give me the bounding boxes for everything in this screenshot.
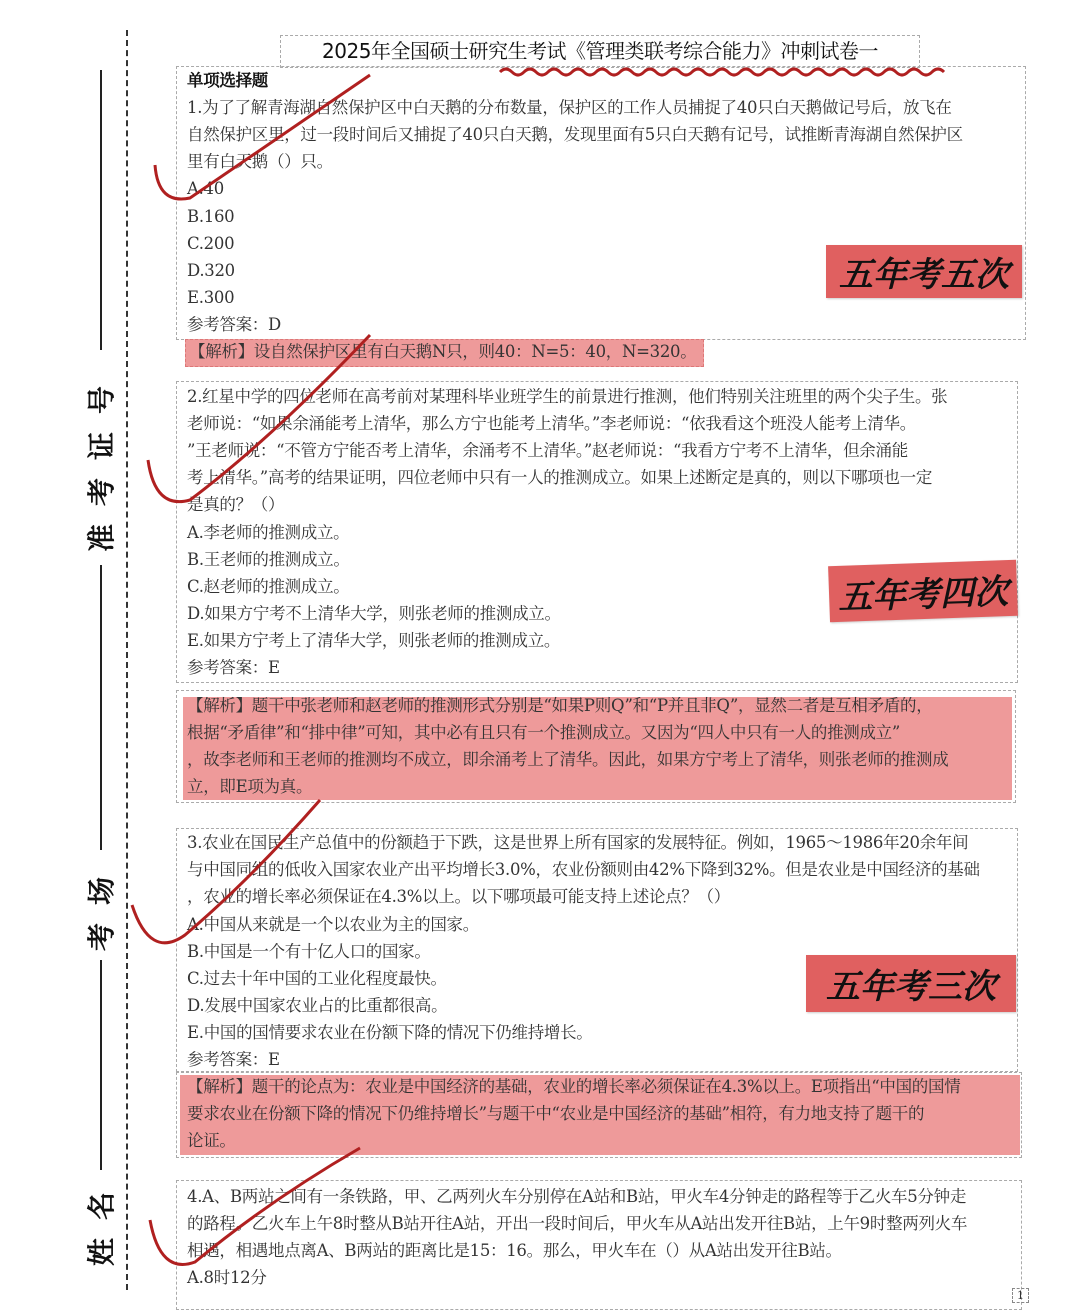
page-number: 1: [1012, 1288, 1029, 1303]
q4-option: A.8时12分: [187, 1268, 267, 1287]
q1-answer: 参考答案：D: [187, 315, 281, 334]
q3-analysis: 【解析】题干的论点为：农业是中国经济的基础，农业的增长率必须保证在4.3%以上。E项指出“中国的国情: [187, 1077, 961, 1096]
q2-line: 老师说：“如果余涌能考上清华，那么方宁也能考上清华。”李老师说：“依我看这个班没人能考上清华。: [187, 414, 916, 433]
q2-line: 2.红星中学的四位老师在高考前对某理科毕业班学生的前景进行推测，他们特别关注班里的两个尖子生。张: [187, 387, 948, 406]
q2-answer: 参考答案：E: [187, 658, 280, 677]
check-mark-icon: [132, 800, 320, 943]
section-heading: 单项选择题: [187, 71, 269, 90]
q3-answer: 参考答案：E: [187, 1050, 280, 1069]
q2-line: 考上清华。”高考的结果证明，四位老师中只有一人的推测成立。如果上述断定是真的，则以下哪项也一定: [187, 468, 933, 487]
q2-analysis: 立，即E项为真。: [187, 777, 313, 796]
q3-option: A.中国从来就是一个以农业为主的国家。: [187, 915, 479, 934]
q3-option: C.过去十年中国的工业化程度最快。: [187, 969, 447, 988]
frequency-stamp: 五年考四次: [828, 560, 1018, 623]
wavy-underline: [500, 69, 944, 75]
q2-option: B.王老师的推测成立。: [187, 550, 350, 569]
q3-option: B.中国是一个有十亿人口的国家。: [187, 942, 431, 961]
q4-line: 4.A、B两站之间有一条铁路，甲、乙两列火车分别停在A站和B站，甲火车4分钟走的路程等于乙火车5分钟走: [187, 1187, 967, 1206]
q2-option: C.赵老师的推测成立。: [187, 577, 350, 596]
q3-analysis: 要求农业在份额下降的情况下仍维持增长”与题干中“农业是中国经济的基础”相符，有力地支持了题干的: [187, 1104, 925, 1123]
q1-option: A.40: [187, 179, 224, 198]
q3-option: E.中国的国情要求农业在份额下降的情况下仍维持增长。: [187, 1023, 593, 1042]
q1-option: D.320: [187, 261, 235, 280]
q2-option: A.李老师的推测成立。: [187, 523, 350, 542]
q1-line: 自然保护区里，过一段时间后又捕捉了40只白天鹅，发现里面有5只白天鹅有记号，试推断青海湖自然保护区: [187, 125, 963, 144]
check-mark-icon: [148, 335, 370, 502]
q2-option: E.如果方宁考上了清华大学，则张老师的推测成立。: [187, 631, 561, 650]
q2-analysis: ，故李老师和王老师的推测均不成立，即余涌考上了清华。因此，如果方宁考上了清华，则张老师的推测成: [187, 750, 949, 769]
q1-option: B.160: [187, 207, 235, 226]
q1-line: 1.为了了解青海湖自然保护区中白天鹅的分布数量，保护区的工作人员捕捉了40只白天鹅做记号后，放飞在: [187, 98, 952, 117]
q2-analysis: 根据“矛盾律”和“排中律”可知，其中必有且只有一个推测成立。又因为“四人中只有一人的推测成立”: [187, 723, 901, 742]
q2-line: 是真的？（）: [187, 495, 285, 514]
q3-line: 与中国同组的低收入国家农业产出平均增长3.0%，农业份额则由42%下降到32%。但是农业是中国经济的基础: [187, 860, 980, 879]
exam-id-label: 准考证号: [85, 368, 118, 553]
q1-line: 里有白天鹅（）只。: [187, 152, 333, 171]
page-title: 2025年全国硕士研究生考试《管理类联考综合能力》冲刺试卷一: [280, 35, 920, 68]
q3-analysis: 论证。: [187, 1131, 236, 1150]
q1-option: C.200: [187, 234, 235, 253]
q4-line: 相遇，相遇地点离A、B两站的距离比是15：16。那么，甲火车在（）从A站出发开往B站。: [187, 1241, 842, 1260]
q3-option: D.发展中国家农业占的比重都很高。: [187, 996, 448, 1015]
q2-line: ”王老师说：“不管方宁能否考上清华，余涌考不上清华。”赵老师说：“我看方宁考不上清华，但余涌能: [187, 441, 908, 460]
q4-line: 的路程。乙火车上午8时整从B站开往A站，开出一段时间后，甲火车从A站出发开往B站，上午9时整两列火车: [187, 1214, 968, 1233]
check-mark-icon: [150, 1148, 360, 1264]
frequency-stamp: 五年考五次: [826, 245, 1022, 298]
q1-option: E.300: [187, 288, 235, 307]
check-mark-icon: [155, 75, 370, 199]
frequency-stamp: 五年考三次: [806, 955, 1016, 1012]
q3-line: 3.农业在国民生产总值中的份额趋于下跌，这是世界上所有国家的发展特征。例如，1965～1986年20余年间: [187, 833, 969, 852]
q3-line: ，农业的增长率必须保证在4.3%以上。以下哪项最可能支持上述论点？（）: [187, 887, 730, 906]
q2-analysis: 【解析】题干中张老师和赵老师的推测形式分别是“如果P则Q”和“P并且非Q”，显然二者是互相矛盾的，: [187, 696, 933, 715]
q2-option: D.如果方宁考不上清华大学，则张老师的推测成立。: [187, 604, 561, 623]
room-label: 考场: [85, 859, 118, 952]
q1-analysis: 【解析】设自然保护区里有白天鹅N只，则40：N=5：40，N=320。: [189, 342, 697, 361]
name-label: 姓名: [85, 1174, 118, 1267]
